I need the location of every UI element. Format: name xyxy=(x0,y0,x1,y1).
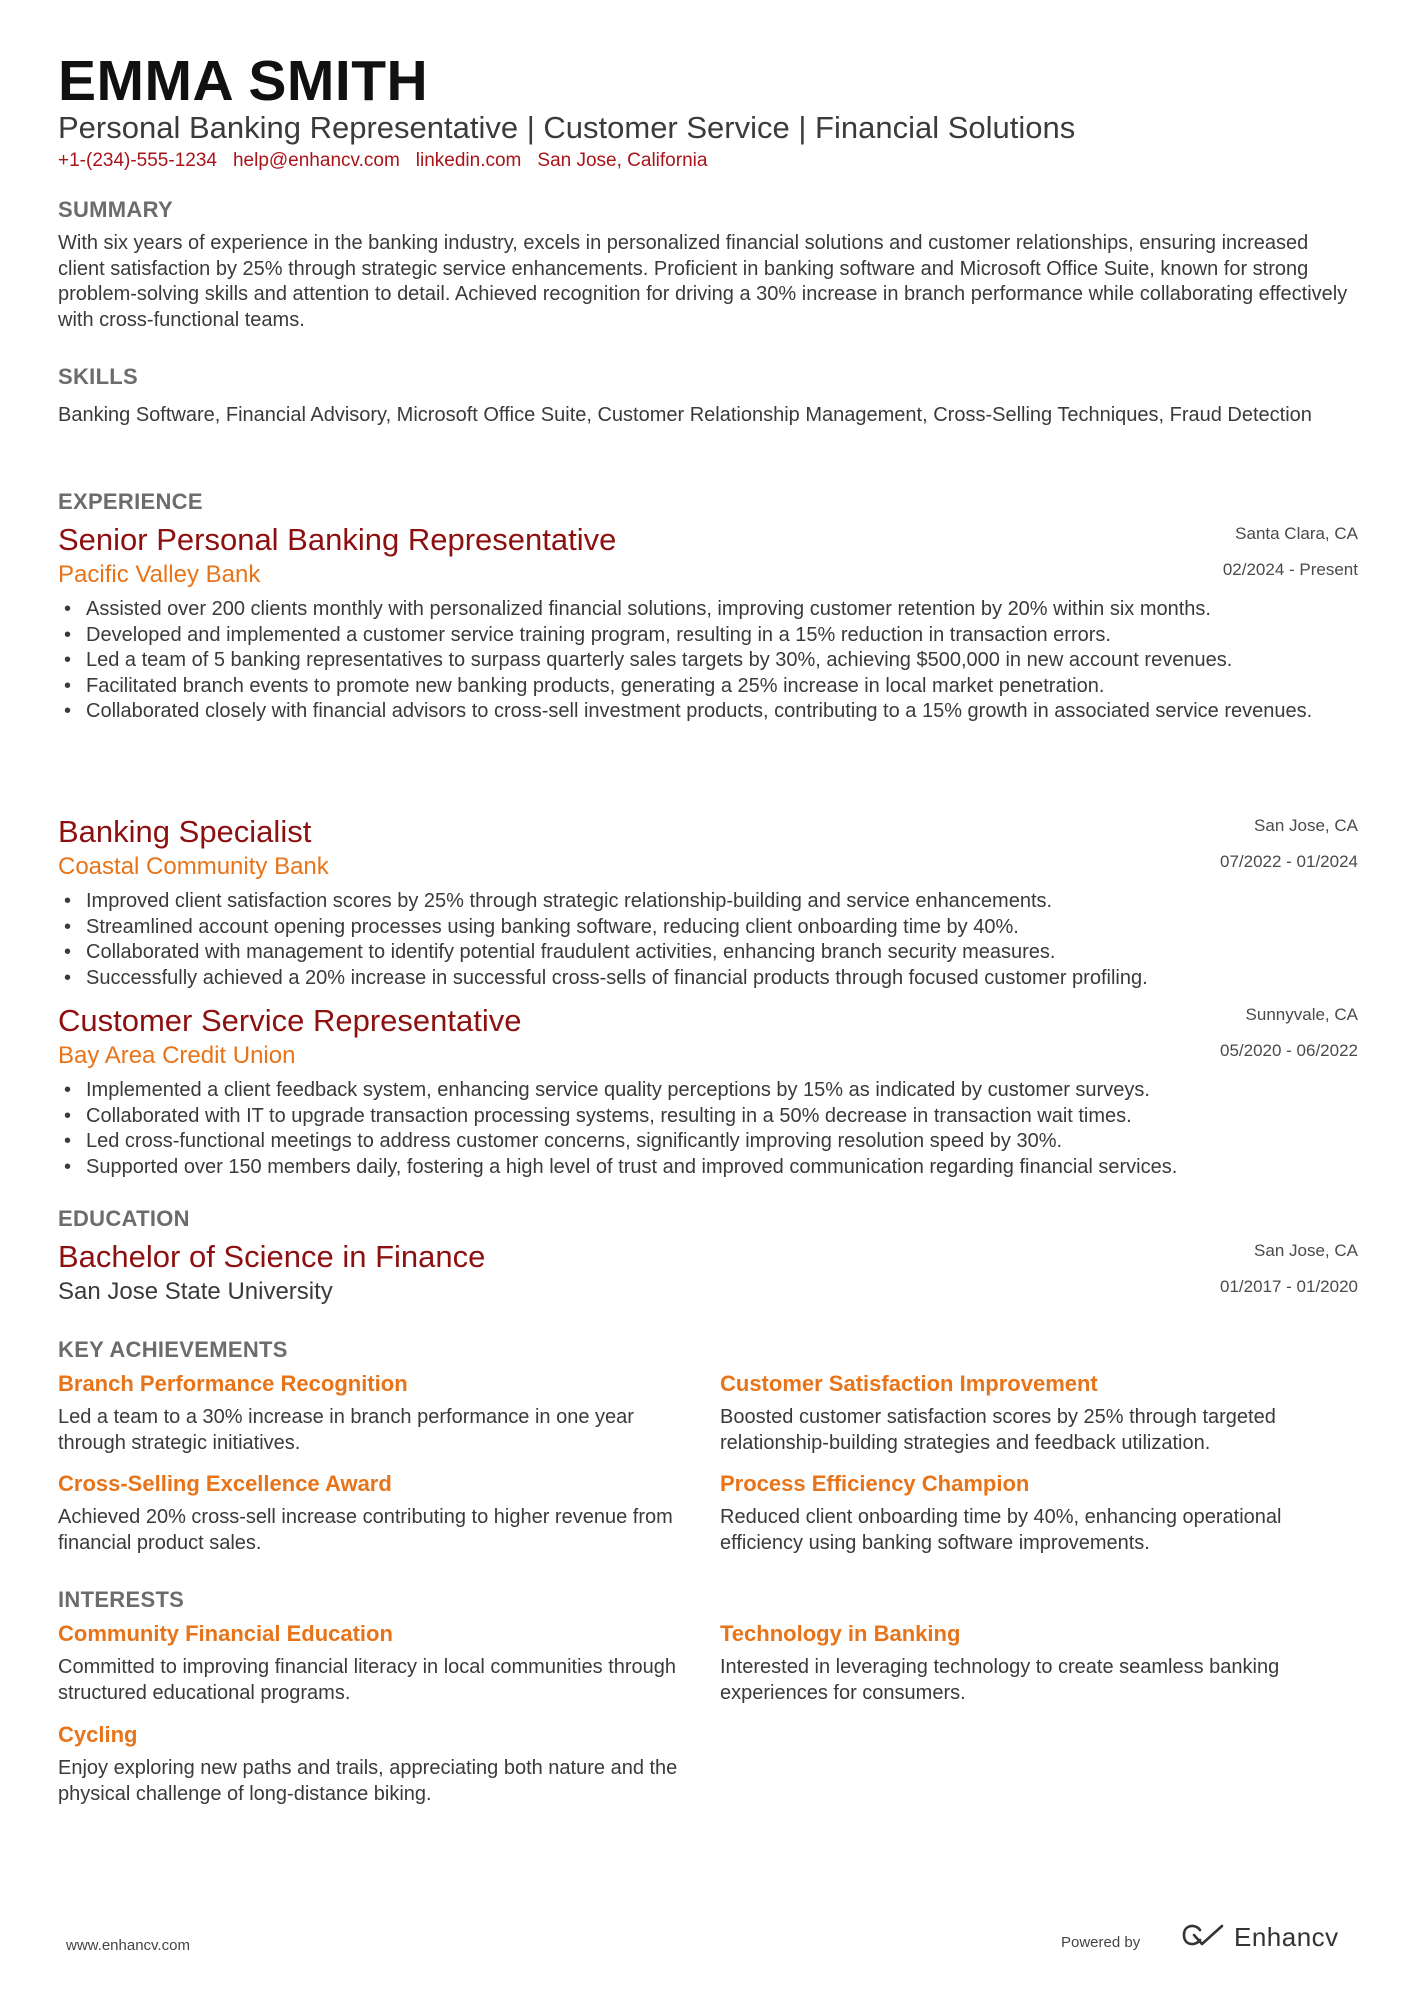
candidate-name: EMMA SMITH xyxy=(58,49,429,113)
enhancv-brand-text: Enhancv xyxy=(1234,1922,1339,1952)
list-item: • Streamlined account opening processes using banking software, reducing client onboarding time by 40%. xyxy=(58,915,1358,941)
location-text: San Jose, California xyxy=(537,150,708,171)
footer-website-link[interactable]: www.enhancv.com xyxy=(66,1937,190,1954)
list-item: • Successfully achieved a 20% increase in successful cross-sells of financial products through focused customer profiling. xyxy=(58,966,1358,992)
list-item: • Collaborated closely with financial advisors to cross-sell investment products, contributing to a 15% growth in associated service revenues. xyxy=(58,699,1358,725)
list-item: • Improved client satisfaction scores by 25% through strategic relationship-building and service enhancements. xyxy=(58,889,1358,915)
education-heading: EDUCATION xyxy=(58,1206,190,1231)
job-bullets xyxy=(58,597,1358,725)
list-item: • Facilitated branch events to promote new banking products, generating a 25% increase in local market penetration. xyxy=(58,674,1358,700)
interest-text: Committed to improving financial literacy in local communities through structured educational programs. xyxy=(58,1656,677,1704)
job-company: Bay Area Credit Union xyxy=(58,1042,296,1069)
list-item: • Assisted over 200 clients monthly with personalized financial solutions, improving customer retention by 20% within six months. xyxy=(58,597,1358,623)
job-title: Banking Specialist xyxy=(58,814,312,849)
achievements-heading: KEY ACHIEVEMENTS xyxy=(58,1337,288,1362)
interest-text: Interested in leveraging technology to create seamless banking experiences for consumers. xyxy=(720,1656,1280,1704)
list-item: • Collaborated with IT to upgrade transaction processing systems, resulting in a 50% decrease in transaction wait times. xyxy=(58,1104,1358,1130)
powered-by-label: Powered by xyxy=(1061,1934,1141,1951)
interest-title: Cycling xyxy=(58,1722,138,1747)
school-name: San Jose State University xyxy=(58,1278,333,1305)
education-dates: 01/2017 - 01/2020 xyxy=(1219,1277,1358,1296)
achievement-text: Led a team to a 30% increase in branch performance in one year through strategic initiatives. xyxy=(58,1406,634,1454)
job-company: Pacific Valley Bank xyxy=(58,561,261,588)
enhancv-logo[interactable] xyxy=(1180,1922,1339,1953)
list-item: • Developed and implemented a customer service training program, resulting in a 15% reduction in transaction errors. xyxy=(58,623,1358,649)
list-item: • Led a team of 5 banking representatives to surpass quarterly sales targets by 30%, achieving $500,000 in new account revenues. xyxy=(58,648,1358,674)
job-title: Customer Service Representative xyxy=(58,1003,522,1038)
list-item: • Implemented a client feedback system, enhancing service quality perceptions by 15% as indicated by customer surveys. xyxy=(58,1078,1358,1104)
achievement-title: Cross-Selling Excellence Award xyxy=(58,1471,392,1496)
interests-heading: INTERESTS xyxy=(58,1587,185,1612)
contact-info xyxy=(58,150,723,172)
enhancv-logo-icon xyxy=(1180,1922,1226,1953)
achievement-title: Customer Satisfaction Improvement xyxy=(720,1371,1098,1396)
job-dates: 02/2024 - Present xyxy=(1222,560,1358,579)
job-title: Senior Personal Banking Representative xyxy=(58,522,617,557)
candidate-headline: Personal Banking Representative | Customer Service | Financial Solutions xyxy=(58,110,1076,145)
job-bullets xyxy=(58,889,1358,991)
summary-text: With six years of experience in the banking industry, excels in personalized financial solutions and customer relationships, ensuring increased client satisfaction by 25% through strategic service enhancements. Proficient in banking software and Microsoft Office Suite, known for strong problem-solving skills and attention to detail. Achieved recognition for driving a 30% increase in branch performance while collaborating effectively with cross-functional teams. xyxy=(58,232,1348,331)
list-item: • Supported over 150 members daily, fostering a high level of trust and improved communication regarding financial services. xyxy=(58,1155,1358,1181)
email-link[interactable]: help@enhancv.com xyxy=(232,150,400,171)
achievement-title: Branch Performance Recognition xyxy=(58,1371,408,1396)
linkedin-link[interactable]: linkedin.com xyxy=(415,150,522,171)
job-dates: 05/2020 - 06/2022 xyxy=(1219,1041,1358,1060)
degree-title: Bachelor of Science in Finance xyxy=(58,1239,486,1274)
job-bullets xyxy=(58,1078,1358,1180)
experience-heading: EXPERIENCE xyxy=(58,489,203,514)
job-dates: 07/2022 - 01/2024 xyxy=(1219,852,1358,871)
job-company: Coastal Community Bank xyxy=(58,853,329,880)
achievement-text: Reduced client onboarding time by 40%, enhancing operational efficiency using banking software improvements. xyxy=(720,1506,1282,1554)
list-item: • Collaborated with management to identify potential fraudulent activities, enhancing branch security measures. xyxy=(58,940,1358,966)
education-location: San Jose, CA xyxy=(1254,1241,1358,1260)
interest-title: Community Financial Education xyxy=(58,1621,393,1646)
interest-title: Technology in Banking xyxy=(720,1621,961,1646)
job-location: Sunnyvale, CA xyxy=(1245,1005,1358,1024)
achievement-text: Boosted customer satisfaction scores by 25% through targeted relationship-building strategies and feedback utilization. xyxy=(720,1406,1276,1454)
phone-link[interactable]: +1-(234)-555-1234 xyxy=(58,150,217,171)
summary-heading: SUMMARY xyxy=(58,197,173,222)
skills-text: Banking Software, Financial Advisory, Microsoft Office Suite, Customer Relationship Management, Cross-Selling Techniques, Fraud Detection xyxy=(58,404,1312,426)
list-item: • Led cross-functional meetings to address customer concerns, significantly improving resolution speed by 30%. xyxy=(58,1129,1358,1155)
job-location: San Jose, CA xyxy=(1254,816,1358,835)
interest-text: Enjoy exploring new paths and trails, appreciating both nature and the physical challenge of long-distance biking. xyxy=(58,1757,678,1805)
achievement-text: Achieved 20% cross-sell increase contributing to higher revenue from financial product sales. xyxy=(58,1506,673,1554)
skills-heading: SKILLS xyxy=(58,364,139,389)
job-location: Santa Clara, CA xyxy=(1235,524,1358,543)
achievement-title: Process Efficiency Champion xyxy=(720,1471,1030,1496)
